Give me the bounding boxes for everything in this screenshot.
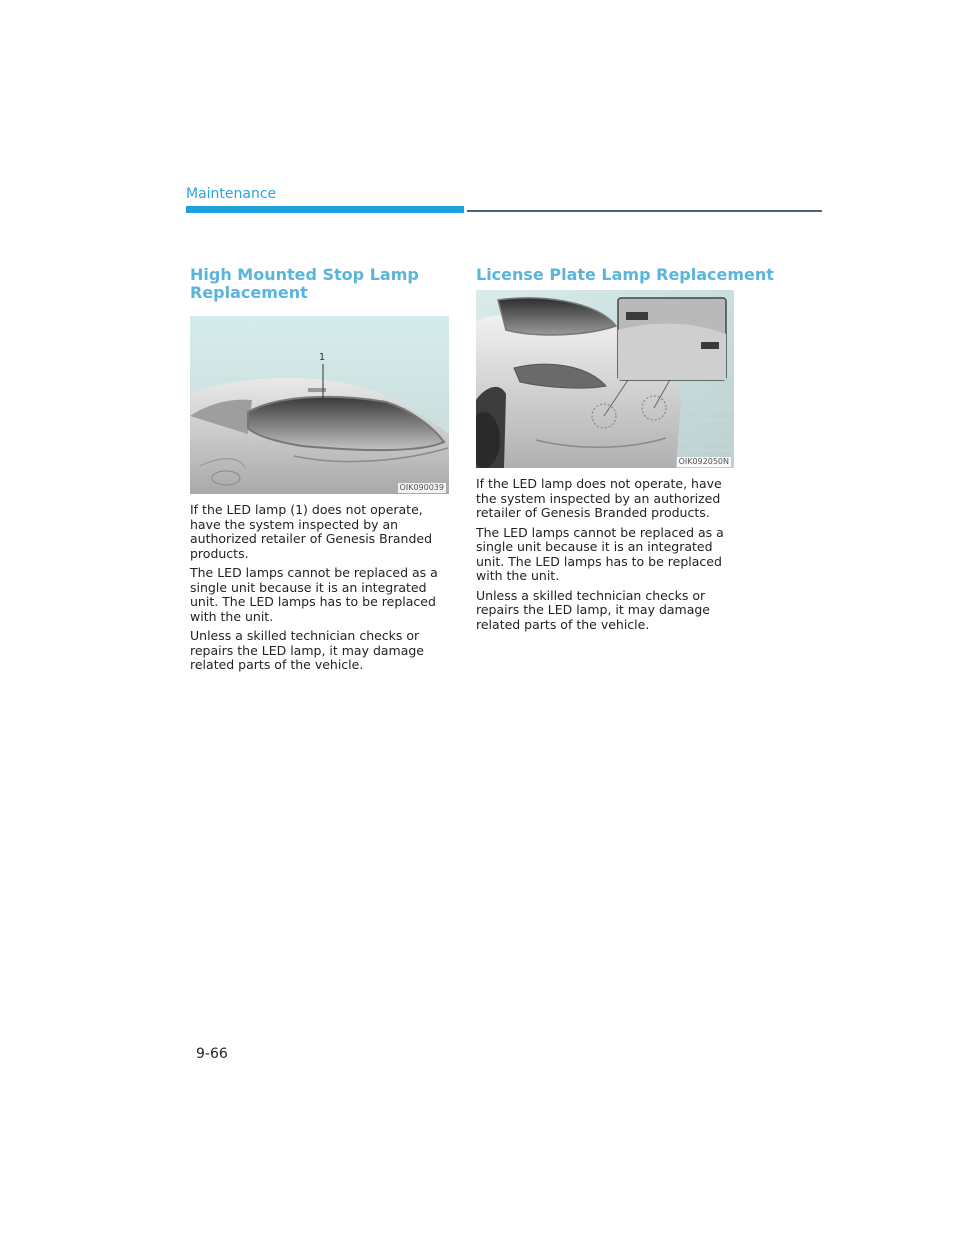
paragraph: The LED lamps cannot be replaced as a single unit because it is an integrated unit. The LED lamps has to be replaced with the unit. — [190, 565, 438, 624]
heading-license-plate-lamp: License Plate Lamp Replacement — [476, 265, 774, 284]
paragraph: The LED lamps cannot be replaced as a single unit because it is an integrated unit. The LED lamps has to be replaced with the unit. — [476, 524, 724, 583]
paragraph: If the LED lamp does not operate, have the system inspected by an authorized retailer of Genesis Branded products. — [476, 476, 722, 520]
right-body-text — [476, 477, 732, 637]
license-plate-lamp-illustration — [476, 290, 734, 468]
stop-lamp-figure — [190, 316, 449, 494]
license-plate-lamp-figure — [476, 290, 734, 468]
paragraph: Unless a skilled technician checks or repairs the LED lamp, it may damage related parts of the vehicle. — [190, 628, 424, 672]
page-number: 9-66 — [196, 1046, 228, 1062]
paragraph: Unless a skilled technician checks or repairs the LED lamp, it may damage related parts of the vehicle. — [476, 587, 710, 632]
zoom-inset — [618, 298, 726, 380]
header-rule — [467, 210, 822, 212]
section-title: Maintenance — [186, 186, 277, 202]
heading-high-mounted-stop-lamp: High Mounted Stop Lamp Replacement — [190, 265, 419, 302]
header-rule-accent — [186, 206, 464, 213]
left-body-text — [190, 503, 442, 678]
callout-number: 1 — [318, 352, 326, 363]
figure-code: OIK090039 — [399, 483, 444, 492]
paragraph: If the LED lamp (1) does not operate, have the system inspected by an authorized retailer of Genesis Branded products. — [190, 502, 433, 561]
stop-lamp-illustration — [190, 316, 449, 494]
figure-code: OIK092050N — [678, 457, 729, 466]
